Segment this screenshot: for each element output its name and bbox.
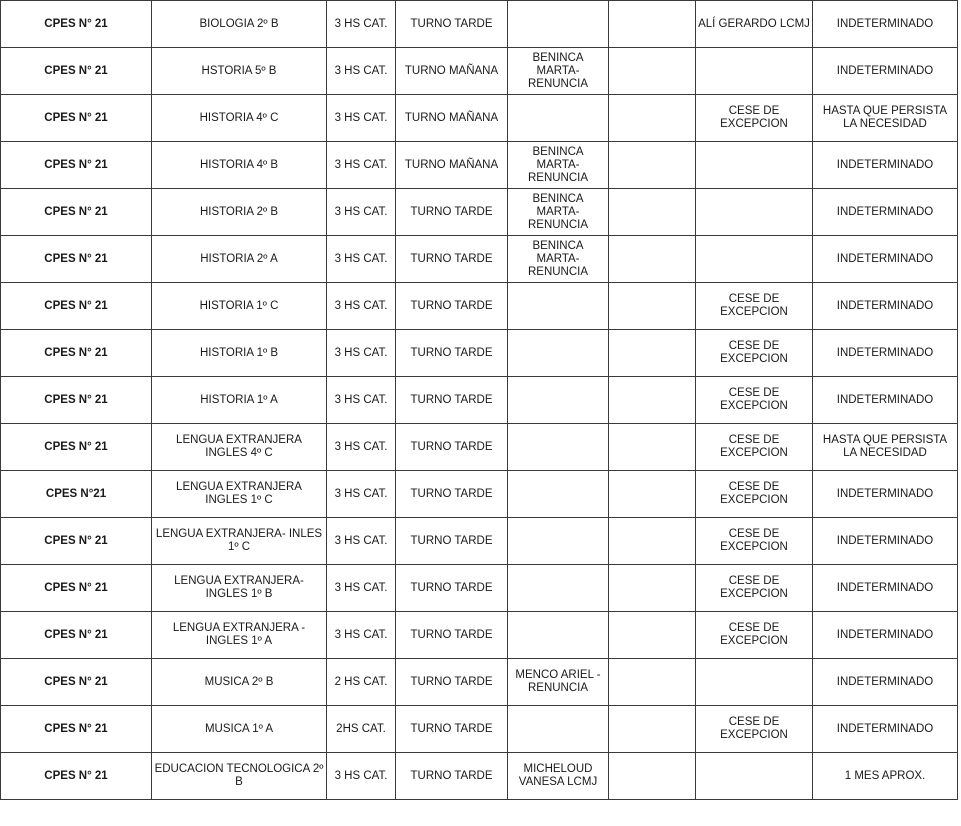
shift-cell: TURNO TARDE [396,424,508,471]
table-row [1,424,958,471]
table-row [1,518,958,565]
shift-cell: TURNO TARDE [396,330,508,377]
status-cell: CESE DE EXCEPCION [696,424,813,471]
school-cell: CPES N° 21 [1,659,152,706]
status-cell [696,142,813,189]
subject-cell: HISTORIA 4º C [152,95,327,142]
subject-cell: MUSICA 1º A [152,706,327,753]
subject-cell: HISTORIA 4º B [152,142,327,189]
subject-cell: BIOLOGIA 2º B [152,1,327,48]
extra-cell [609,142,696,189]
duration-cell: INDETERMINADO [813,706,958,753]
status-cell [696,753,813,800]
table-row [1,706,958,753]
shift-cell: TURNO TARDE [396,565,508,612]
note-cell: BENINCA MARTA-RENUNCIA [508,48,609,95]
hours-cell: 3 HS CAT. [327,189,396,236]
shift-cell: TURNO MAÑANA [396,95,508,142]
hours-cell: 3 HS CAT. [327,518,396,565]
table-row [1,612,958,659]
note-cell: MENCO ARIEL -RENUNCIA [508,659,609,706]
school-cell: CPES N° 21 [1,1,152,48]
note-cell [508,518,609,565]
shift-cell: TURNO TARDE [396,518,508,565]
note-cell [508,1,609,48]
school-cell: CPES N° 21 [1,95,152,142]
table-row [1,48,958,95]
duration-cell: INDETERMINADO [813,189,958,236]
duration-cell: INDETERMINADO [813,1,958,48]
hours-cell: 3 HS CAT. [327,565,396,612]
status-cell: CESE DE EXCEPCION [696,95,813,142]
school-cell: CPES N° 21 [1,612,152,659]
duration-cell: INDETERMINADO [813,612,958,659]
school-cell: CPES N° 21 [1,753,152,800]
extra-cell [609,95,696,142]
extra-cell [609,565,696,612]
table-row [1,189,958,236]
duration-cell: INDETERMINADO [813,283,958,330]
duration-cell: INDETERMINADO [813,471,958,518]
extra-cell [609,377,696,424]
table-row [1,142,958,189]
duration-cell: INDETERMINADO [813,565,958,612]
hours-cell: 3 HS CAT. [327,95,396,142]
school-cell: CPES N° 21 [1,424,152,471]
duration-cell: INDETERMINADO [813,236,958,283]
hours-cell: 3 HS CAT. [327,283,396,330]
extra-cell [609,518,696,565]
subject-cell: HISTORIA 1º C [152,283,327,330]
table-row [1,659,958,706]
status-cell: CESE DE EXCEPCION [696,565,813,612]
shift-cell: TURNO TARDE [396,612,508,659]
status-cell: CESE DE EXCEPCION [696,518,813,565]
subject-cell: LENGUA EXTRANJERA INGLES 4º C [152,424,327,471]
note-cell [508,95,609,142]
hours-cell: 3 HS CAT. [327,48,396,95]
shift-cell: TURNO TARDE [396,283,508,330]
extra-cell [609,236,696,283]
hours-cell: 2HS CAT. [327,706,396,753]
hours-cell: 3 HS CAT. [327,753,396,800]
shift-cell: TURNO TARDE [396,1,508,48]
note-cell: BENINCA MARTA-RENUNCIA [508,189,609,236]
status-cell [696,236,813,283]
extra-cell [609,1,696,48]
note-cell [508,377,609,424]
shift-cell: TURNO MAÑANA [396,142,508,189]
table-row [1,471,958,518]
note-cell [508,612,609,659]
school-cell: CPES N° 21 [1,377,152,424]
extra-cell [609,471,696,518]
table-row [1,753,958,800]
status-cell: CESE DE EXCEPCION [696,612,813,659]
note-cell [508,471,609,518]
hours-cell: 3 HS CAT. [327,612,396,659]
shift-cell: TURNO TARDE [396,471,508,518]
school-cell: CPES N° 21 [1,330,152,377]
extra-cell [609,424,696,471]
table-body [1,1,958,800]
table-row [1,565,958,612]
extra-cell [609,612,696,659]
status-cell: CESE DE EXCEPCION [696,283,813,330]
duration-cell: INDETERMINADO [813,518,958,565]
status-cell [696,48,813,95]
shift-cell: TURNO TARDE [396,706,508,753]
note-cell [508,330,609,377]
shift-cell: TURNO TARDE [396,753,508,800]
shift-cell: TURNO TARDE [396,189,508,236]
shift-cell: TURNO TARDE [396,659,508,706]
table-row [1,1,958,48]
subject-cell: MUSICA 2º B [152,659,327,706]
hours-cell: 3 HS CAT. [327,471,396,518]
subject-cell: EDUCACION TECNOLOGICA 2º B [152,753,327,800]
duration-cell: INDETERMINADO [813,142,958,189]
school-cell: CPES N° 21 [1,283,152,330]
extra-cell [609,189,696,236]
shift-cell: TURNO TARDE [396,377,508,424]
subject-cell: LENGUA EXTRANJERA- INGLES 1º B [152,565,327,612]
school-cell: CPES N° 21 [1,565,152,612]
table-row [1,236,958,283]
subject-cell: LENGUA EXTRANJERA INGLES 1º C [152,471,327,518]
hours-cell: 3 HS CAT. [327,1,396,48]
note-cell: MICHELOUD VANESA LCMJ [508,753,609,800]
subject-cell: HISTORIA 2º A [152,236,327,283]
subject-cell: HSTORIA 5º B [152,48,327,95]
table-row [1,330,958,377]
hours-cell: 3 HS CAT. [327,424,396,471]
subject-cell: HISTORIA 2º B [152,189,327,236]
duration-cell: INDETERMINADO [813,48,958,95]
extra-cell [609,659,696,706]
duration-cell: 1 MES APROX. [813,753,958,800]
note-cell: BENINCA MARTA-RENUNCIA [508,236,609,283]
school-cell: CPES N°21 [1,471,152,518]
table-row [1,377,958,424]
school-cell: CPES N° 21 [1,518,152,565]
status-cell: CESE DE EXCEPCION [696,471,813,518]
subject-cell: HISTORIA 1º B [152,330,327,377]
hours-cell: 3 HS CAT. [327,377,396,424]
school-cell: CPES N° 21 [1,189,152,236]
note-cell [508,706,609,753]
subject-cell: HISTORIA 1º A [152,377,327,424]
status-cell: ALÍ GERARDO LCMJ [696,1,813,48]
duration-cell: HASTA QUE PERSISTA LA NECESIDAD [813,424,958,471]
extra-cell [609,753,696,800]
duration-cell: HASTA QUE PERSISTA LA NECESIDAD [813,95,958,142]
extra-cell [609,283,696,330]
note-cell [508,565,609,612]
shift-cell: TURNO MAÑANA [396,48,508,95]
school-cell: CPES N° 21 [1,142,152,189]
status-cell [696,659,813,706]
note-cell [508,424,609,471]
table-row [1,95,958,142]
status-cell: CESE DE EXCEPCION [696,330,813,377]
note-cell [508,283,609,330]
school-cell: CPES N° 21 [1,706,152,753]
hours-cell: 2 HS CAT. [327,659,396,706]
note-cell: BENINCA MARTA-RENUNCIA [508,142,609,189]
extra-cell [609,706,696,753]
subject-cell: LENGUA EXTRANJERA -INGLES 1º A [152,612,327,659]
hours-cell: 3 HS CAT. [327,142,396,189]
duration-cell: INDETERMINADO [813,377,958,424]
status-cell [696,189,813,236]
extra-cell [609,48,696,95]
school-cell: CPES N° 21 [1,48,152,95]
status-cell: CESE DE EXCEPCION [696,377,813,424]
extra-cell [609,330,696,377]
hours-cell: 3 HS CAT. [327,236,396,283]
shift-cell: TURNO TARDE [396,236,508,283]
subject-cell: LENGUA EXTRANJERA- INLES 1º C [152,518,327,565]
school-cell: CPES N° 21 [1,236,152,283]
duration-cell: INDETERMINADO [813,330,958,377]
table-row [1,283,958,330]
status-cell: CESE DE EXCEPCION [696,706,813,753]
hours-cell: 3 HS CAT. [327,330,396,377]
duration-cell: INDETERMINADO [813,659,958,706]
